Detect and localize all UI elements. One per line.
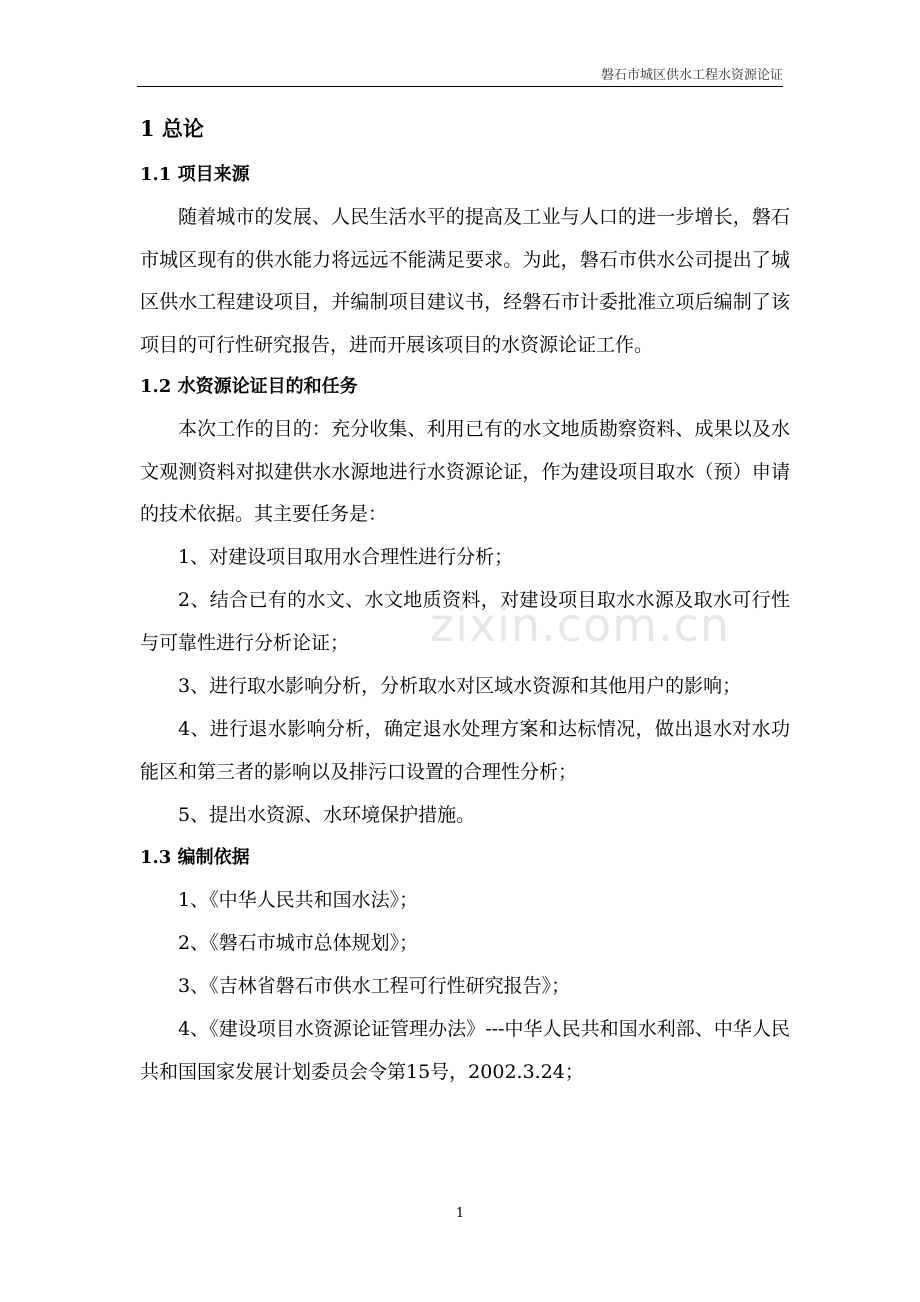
watermark: zixin.com.cn xyxy=(430,598,731,652)
page-number: 1 xyxy=(455,1206,465,1221)
section-title-1-3: 1.3 编制依据 xyxy=(140,846,250,868)
list-item: 2、《磐石市城市总体规划》； xyxy=(178,931,419,954)
running-header: 磐石市城区供水工程水资源论证 xyxy=(600,68,783,83)
list-item: 2、结合已有的水文、水文地质资料，对建设项目取水水源及取水可行性与可靠性进行分析论证； xyxy=(140,588,790,654)
list-item: 1、《中华人民共和国水法》； xyxy=(178,888,419,911)
list-item: 4、进行退水影响分析，确定退水处理方案和达标情况，做出退水对水功能区和第三者的影响以及排污口设置的合理性分析； xyxy=(140,717,790,783)
section-title-1-2: 1.2 水资源论证目的和任务 xyxy=(140,376,358,397)
list-item: 5、提出水资源、水环境保护措施。 xyxy=(178,803,476,826)
list-item: 4、《建设项目水资源论证管理办法》---中华人民共和国水利部、中华人民共和国国家发展计划委员会令第15号，2002.3.24； xyxy=(140,1017,790,1083)
section-1-2-paragraph: 本次工作的目的：充分收集、利用已有的水文地质勘察资料、成果以及水文观测资料对拟建供水水源地进行水资源论证，作为建设项目取水（预）申请的技术依据。其主要任务是： xyxy=(140,418,790,525)
section-title-1-1: 1.1 项目来源 xyxy=(140,164,250,185)
chapter-title: 1 总论 xyxy=(140,116,204,141)
section-1-1-paragraph: 随着城市的发展、人民生活水平的提高及工业与人口的进一步增长，磐石市城区现有的供水能力将远远不能满足要求。为此，磐石市供水公司提出了城区供水工程建设项目，并编制项目建议书，经磐石市计委批准立项后编制了该项目的可行性研究报告，进而开展该项目的水资源论证工作。 xyxy=(140,206,790,356)
list-item: 3、《吉林省磐石市供水工程可行性研究报告》； xyxy=(178,974,571,997)
list-item: 1、对建设项目取用水合理性进行分析； xyxy=(178,545,514,568)
header-rule xyxy=(137,86,783,87)
list-item: 3、进行取水影响分析，分析取水对区域水资源和其他用户的影响； xyxy=(178,674,742,697)
